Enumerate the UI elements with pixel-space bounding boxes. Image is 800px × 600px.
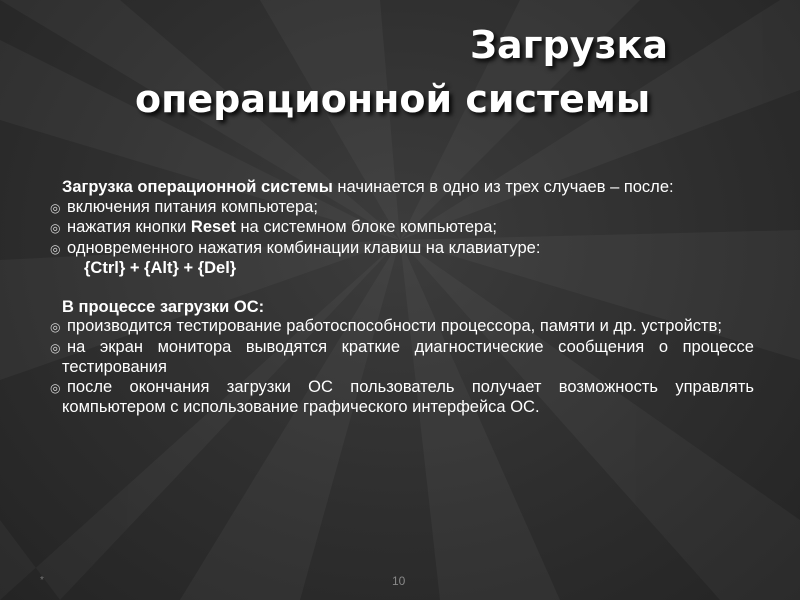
list-item bbox=[50, 197, 754, 219]
bullet-icon: ◎ bbox=[50, 380, 61, 395]
list-item-text: одновременного нажатия комбинации клавиш на клавиатуре: bbox=[67, 238, 541, 257]
list-item-text: на экран монитора выводятся краткие диагностические сообщения о процессе тестирования bbox=[62, 337, 754, 376]
list-item-text: после окончания загрузки ОС пользователь получает возможность управлять компьютером с использование графического интерфейса ОС. bbox=[62, 377, 754, 416]
footer-marker: * bbox=[40, 575, 44, 586]
list-item-text: производится тестирование работоспособности процессора, памяти и др. устройств; bbox=[67, 317, 722, 335]
bullet-icon: ◎ bbox=[50, 241, 61, 256]
list-item bbox=[50, 337, 754, 378]
list-item bbox=[50, 218, 754, 239]
slide-title bbox=[0, 18, 800, 126]
list-item-text: включения питания компьютера; bbox=[67, 197, 318, 216]
list-item bbox=[50, 238, 754, 260]
reset-bold-text: Reset bbox=[190, 218, 236, 236]
intro-paragraph bbox=[62, 178, 754, 198]
bullet-icon: ◎ bbox=[50, 320, 61, 334]
title-line-2: операционной системы bbox=[135, 77, 651, 121]
list-item bbox=[50, 377, 754, 418]
intro-text: начинается в одно из трех случаев – после: bbox=[332, 178, 674, 196]
list-item-text: нажатия кнопки bbox=[67, 218, 191, 236]
list-item-text: на системном блоке компьютера; bbox=[235, 218, 497, 236]
key-combination: {Ctrl} + {Alt} + {Del} bbox=[84, 259, 237, 277]
title-line-1: Загрузка bbox=[470, 23, 668, 67]
bullet-icon: ◎ bbox=[50, 221, 61, 235]
slide-content bbox=[50, 178, 754, 418]
bullet-icon: ◎ bbox=[50, 200, 61, 215]
section-title: В процессе загрузки ОС: bbox=[62, 297, 265, 316]
intro-bold-text: Загрузка операционной системы bbox=[62, 178, 333, 196]
bullet-icon: ◎ bbox=[50, 340, 61, 355]
page-number: 10 bbox=[392, 574, 406, 588]
spacer bbox=[62, 279, 754, 298]
list-item bbox=[50, 317, 754, 338]
